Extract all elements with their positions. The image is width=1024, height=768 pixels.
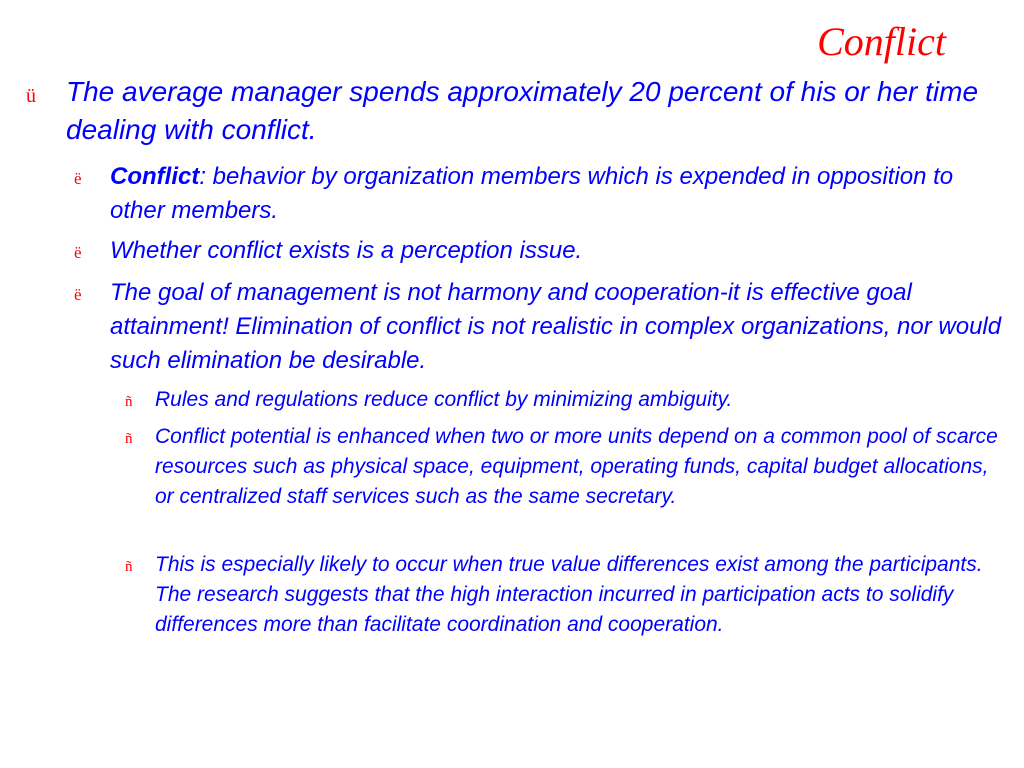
bullet-item-perception bbox=[74, 234, 1010, 268]
bullet-text: The average manager spends approximately 20 percent of his or her time dealing with conflict. bbox=[66, 76, 979, 145]
checkmark-bullet-icon: ü bbox=[26, 85, 36, 107]
bullet-item-management-goal bbox=[74, 276, 1010, 378]
conflict-definition-text: : behavior by organization members which is expended in opposition to other members. bbox=[110, 163, 954, 224]
arrow-bullet-icon: ë bbox=[74, 285, 82, 304]
square-bullet-icon: ñ bbox=[125, 559, 133, 575]
bullet-text: The goal of management is not harmony and cooperation-it is effective goal attainment! Elimination of conflict is not realistic in complex organizations, nor would such elimination be desirable. bbox=[110, 279, 1002, 374]
bullet-text: This is especially likely to occur when true value differences exist among the participants. The research suggests that the high interaction incurred in participation acts to solidify differences more than facilitate coordination and cooperation. bbox=[155, 553, 983, 636]
bullet-item-rules bbox=[125, 385, 1000, 415]
bullet-text: Conflict potential is enhanced when two or more units depend on a common pool of scarce resources such as physical space, equipment, operating funds, capital budget allocations, or centralized staff services such as the same secretary. bbox=[155, 425, 998, 508]
arrow-bullet-icon: ë bbox=[74, 243, 82, 262]
conflict-term: Conflict bbox=[110, 163, 200, 190]
square-bullet-icon: ñ bbox=[125, 394, 133, 410]
bullet-item-manager-time bbox=[26, 73, 986, 149]
bullet-text: Rules and regulations reduce conflict by minimizing ambiguity. bbox=[155, 388, 733, 411]
bullet-text: Whether conflict exists is a perception issue. bbox=[110, 237, 583, 264]
bullet-item-conflict-potential bbox=[125, 422, 1000, 512]
slide-title: Conflict bbox=[817, 19, 946, 64]
arrow-bullet-icon: ë bbox=[74, 169, 82, 188]
bullet-item-conflict-definition bbox=[74, 160, 1010, 228]
bullet-item-value-differences bbox=[125, 550, 1000, 640]
square-bullet-icon: ñ bbox=[125, 431, 133, 447]
bullet-text bbox=[110, 160, 1010, 228]
